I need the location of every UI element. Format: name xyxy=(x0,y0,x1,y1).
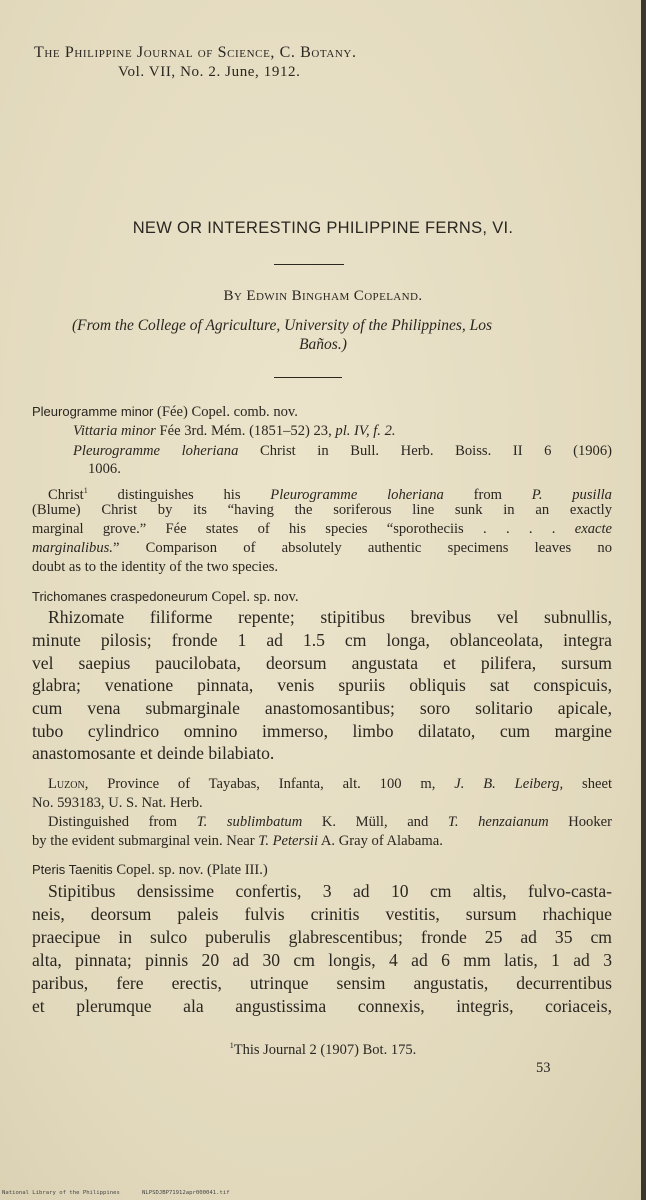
s1-para-line-2: (Blume) Christ by its “having the soriferous line sunk in an exactly xyxy=(32,502,612,518)
s3-desc-line: Stipitibus densissime confertis, 3 ad 10 cm altis, fulvo-casta- xyxy=(48,881,612,901)
byline: By Edwin Bingham Copeland. xyxy=(223,288,423,304)
footnote: $^1$This Journal 2 (1907) Bot. 175. xyxy=(229,1041,417,1058)
species-heading-pteris: Pteris Taenitis Copel. sp. nov. (Plate III.) xyxy=(32,862,268,878)
affiliation-line-1: (From the College of Agriculture, University of the Philippines, Los xyxy=(72,317,493,334)
issue-line: Vol. VII, No. 2. June, 1912. xyxy=(118,64,301,80)
s1-para-line-4: marginalibus.” Comparison of absolutely authentic specimens leaves no xyxy=(32,540,612,556)
s2-desc-line: cum vena submarginale anastomosantibus; soro solitario apicale, xyxy=(32,698,612,718)
s1-para-line-3: marginal grove.” Fée states of his species “sporotheciis . . . . exacte xyxy=(32,521,612,537)
s2-desc-line: tubo cylindrico omnino immerso, limbo dilatato, cum margine xyxy=(32,721,612,741)
scan-edge xyxy=(641,0,646,1200)
s2-desc-line: Rhizomate filiforme repente; stipitibus brevibus vel subnullis, xyxy=(48,607,612,627)
s3-desc-line: praecipue in sulco puberulis glabrescentibus; fronde 25 ad 35 cm xyxy=(32,927,612,947)
s2-desc-line: minute pilosis; fronde 1 ad 1.5 cm longa, oblanceolata, integra xyxy=(32,630,612,650)
article-title: NEW OR INTERESTING PHILIPPINE FERNS, VI. xyxy=(132,219,514,237)
scan-credit-library: National Library of the Philippines xyxy=(2,1190,120,1196)
page-number: 53 xyxy=(536,1060,551,1076)
synonym-vittaria: Vittaria minor Fée 3rd. Mém. (1851–52) 23, pl. IV, f. 2. xyxy=(73,423,396,439)
synonym-loheriana-cont: 1006. xyxy=(88,461,121,477)
s2-locality-cont: No. 593183, U. S. Nat. Herb. xyxy=(32,795,203,811)
s3-desc-line: alta, pinnata; pinnis 20 ad 30 cm longis, 4 ad 6 mm latis, 1 ad 3 xyxy=(32,950,612,970)
title-rule xyxy=(274,264,344,265)
s2-locality: Luzon, Province of Tayabas, Infanta, alt. 100 m, J. B. Leiberg, sheet xyxy=(48,776,613,792)
s1-para-line-5: doubt as to the identity of the two species. xyxy=(32,559,279,575)
byline-rule xyxy=(274,377,342,378)
s2-distinguished: Distinguished from T. sublimbatum K. Müll, and T. henzaianum Hooker xyxy=(48,814,612,830)
species-heading-trichomanes: Trichomanes craspedoneurum Copel. sp. nov. xyxy=(32,589,299,605)
affiliation-line-2: Baños.) xyxy=(299,336,347,353)
synonym-loheriana: Pleurogramme loheriana Christ in Bull. Herb. Boiss. II 6 (1906) xyxy=(73,443,612,459)
s3-desc-line: et plerumque ala angustissima connexis, integris, coriaceis, xyxy=(32,996,612,1016)
journal-header: The Philippine Journal of Science, C. Botany. xyxy=(34,44,357,61)
s2-desc-line: vel saepius paucilobata, deorsum angustata et pilifera, sursum xyxy=(32,653,612,673)
s2-distinguished-cont: by the evident submarginal vein. Near T. Petersii A. Gray of Alabama. xyxy=(32,833,443,849)
s1-para-line-1: Christ$^1$ distinguishes his Pleurogramme loheriana from P. pusilla xyxy=(48,486,612,503)
s2-desc-line: glabra; venatione pinnata, venis spuriis obliquis sat conspicuis, xyxy=(32,675,612,695)
scan-credit-file: NLPSDJBP71912apr000041.tif xyxy=(142,1190,230,1196)
s2-desc-line: anastomosante et deinde bilabiato. xyxy=(32,743,275,763)
s3-desc-line: neis, deorsum paleis fulvis crinitis vestitis, sursum rhachique xyxy=(32,904,612,924)
s3-desc-line: paribus, fere erectis, utrinque sensim angustatis, decurrentibus xyxy=(32,973,612,993)
species-heading-pleurogramme: Pleurogramme minor (Fée) Copel. comb. nov. xyxy=(32,404,298,420)
